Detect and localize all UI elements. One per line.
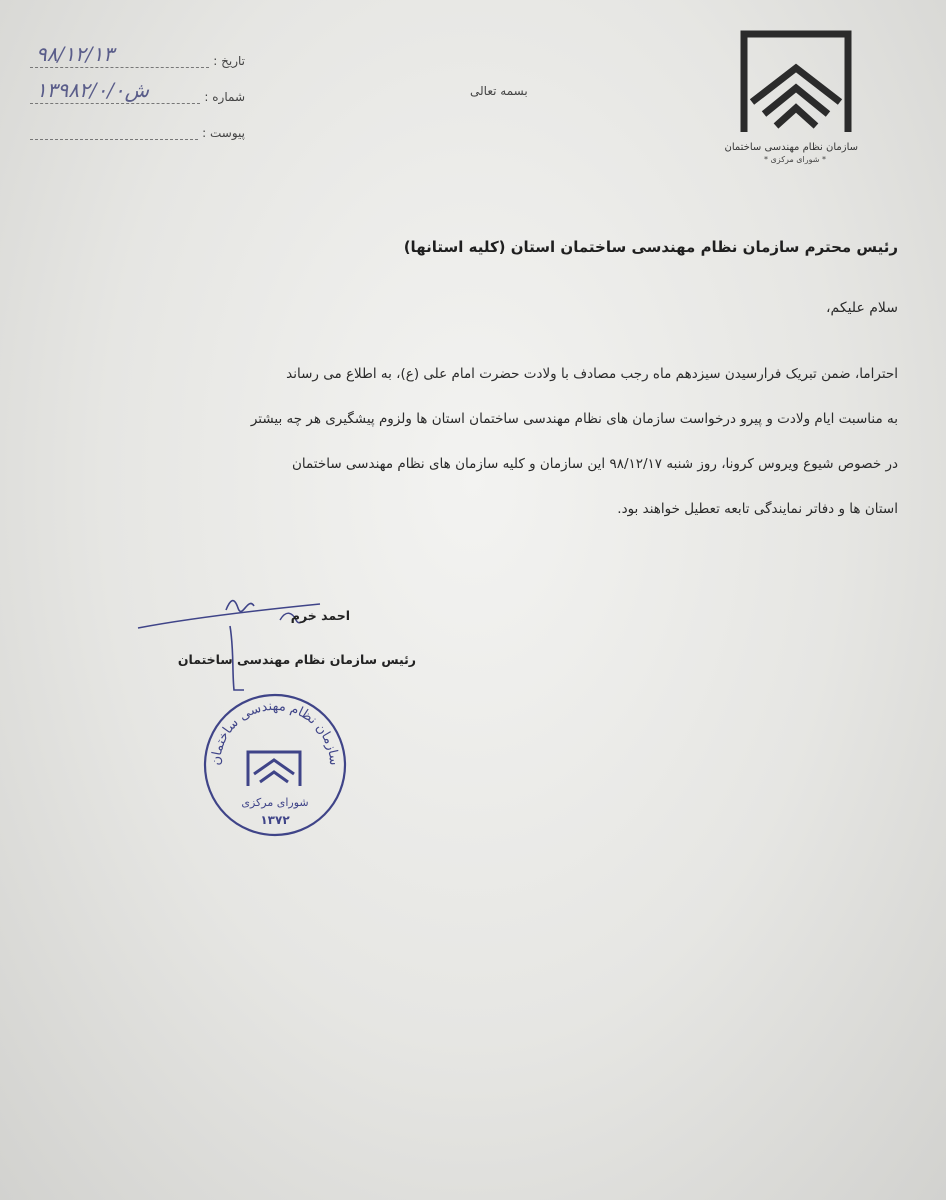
basmala: بسمه تعالی bbox=[470, 84, 528, 98]
stamp-sub: شورای مرکزی bbox=[241, 796, 309, 809]
handwritten-signature bbox=[130, 590, 330, 700]
body-line: در خصوص شیوع ویروس کرونا، روز شنبه ۹۸/۱۲/۱۷ این سازمان و کلیه سازمان های نظام مهندسی ساختمان bbox=[291, 456, 898, 472]
body-line: استان ها و دفاتر نمایندگی تابعه تعطیل خواهند بود. bbox=[617, 501, 898, 517]
letter-body bbox=[118, 352, 898, 532]
number-label: شماره : bbox=[204, 90, 245, 104]
letter-meta bbox=[30, 32, 245, 140]
number-value: ۱۳۹۸۲/۰/۰ش bbox=[30, 77, 200, 104]
org-subtitle: * شورای مرکزی * bbox=[764, 155, 826, 164]
attachment-label: پیوست : bbox=[202, 126, 245, 140]
date-value: ۹۸/۱۲/۱۳ bbox=[30, 41, 209, 68]
signer-title: رئیس سازمان نظام مهندسی ساختمان bbox=[177, 652, 416, 667]
addressee: رئیس محترم سازمان نظام مهندسی ساختمان استان (کلیه استانها) bbox=[403, 238, 898, 256]
date-row bbox=[30, 32, 245, 68]
stamp-ring-text: سازمان نظام مهندسی ساختمان bbox=[208, 698, 342, 767]
official-stamp bbox=[200, 690, 350, 840]
attachment-row bbox=[30, 104, 245, 140]
number-row bbox=[30, 68, 245, 104]
org-name: سازمان نظام مهندسی ساختمان bbox=[724, 142, 858, 153]
stamp-year: ۱۳۷۲ bbox=[260, 813, 290, 827]
attachment-value bbox=[30, 113, 198, 140]
body-line: احتراما، ضمن تبریک فرارسیدن سیزدهم ماه رجب مصادف با ولادت حضرت امام علی (ع)، به اطلاع می رساند bbox=[286, 366, 898, 382]
salutation: سلام علیکم، bbox=[826, 300, 898, 316]
date-label: تاریخ : bbox=[213, 54, 245, 68]
signer-name: احمد خرم bbox=[290, 608, 350, 623]
org-logo bbox=[724, 28, 858, 164]
body-line: به مناسبت ایام ولادت و پیرو درخواست سازمان های نظام مهندسی ساختمان استان ها ولزوم پیشگیری هر چه بیشتر bbox=[250, 411, 898, 427]
org-logo-icon bbox=[736, 28, 854, 140]
